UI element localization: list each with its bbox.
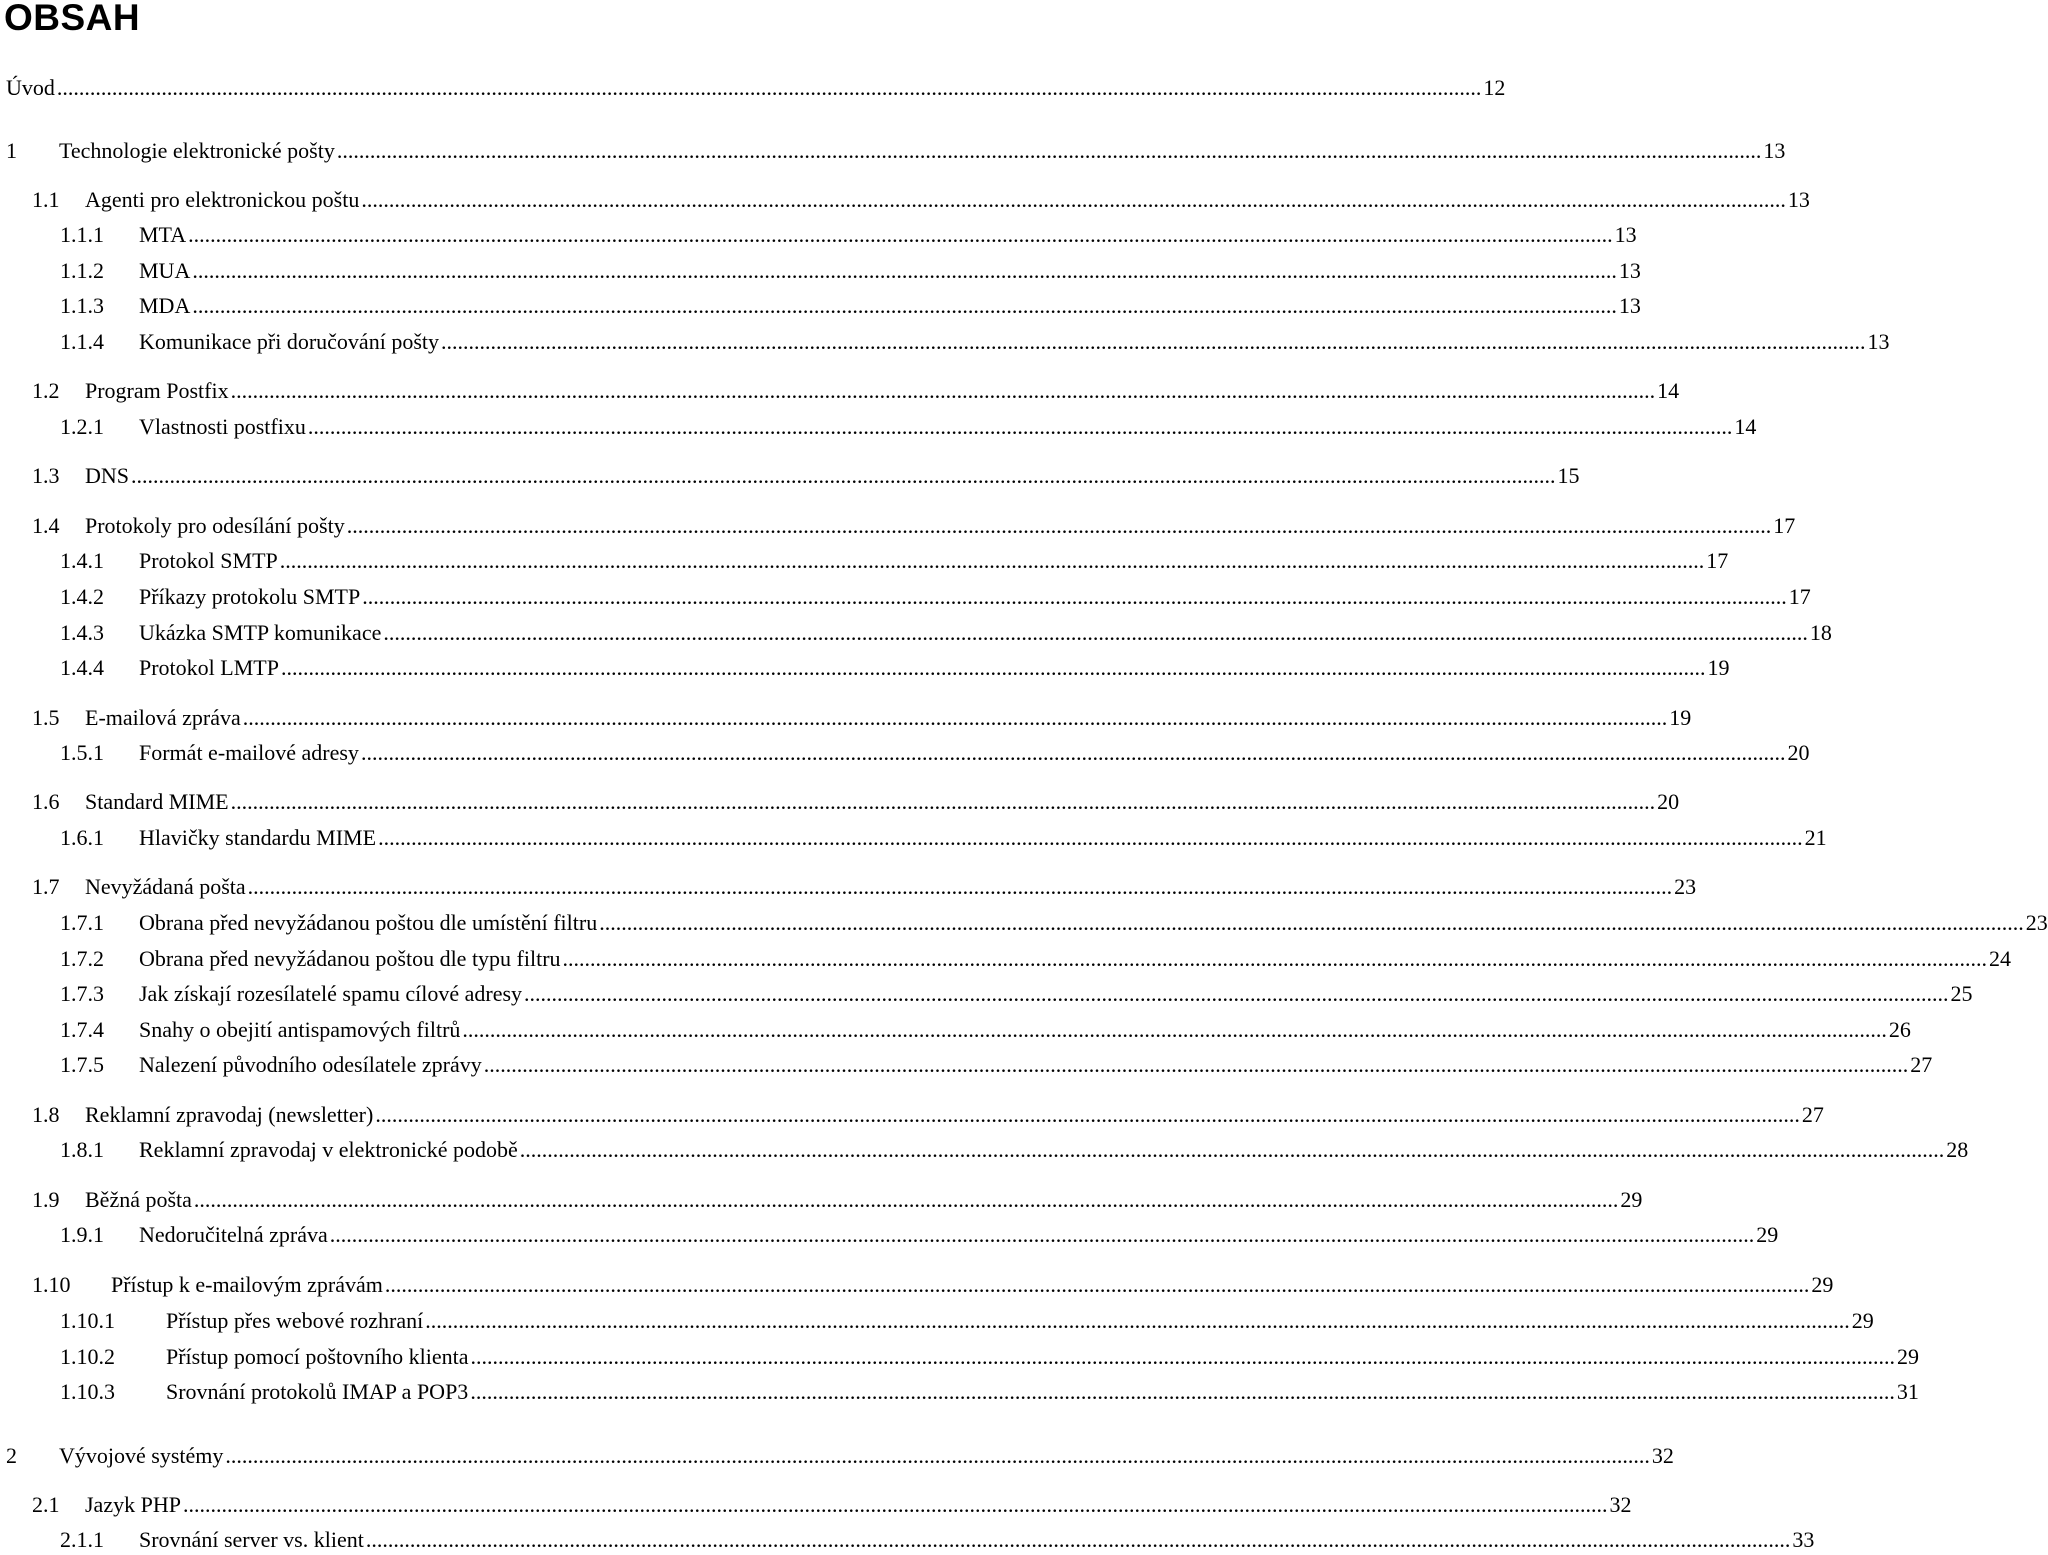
toc-entry-page: 25 <box>1950 981 1973 1006</box>
toc-entry-1-9-1[interactable] <box>60 1220 1779 1250</box>
toc-entry-title: Přístup pomocí poštovního klienta <box>166 1344 469 1369</box>
toc-entry-number: 1.1.3 <box>60 293 104 318</box>
toc-entry-number: 1.4 <box>32 513 60 538</box>
toc-entry-page: 13 <box>1618 258 1641 283</box>
toc-entry-title: Vývojové systémy <box>59 1443 224 1468</box>
toc-entry-page: 20 <box>1657 789 1680 814</box>
toc-entry-number: 2.1 <box>32 1492 60 1517</box>
toc-entry-title: Protokol LMTP <box>139 655 279 680</box>
toc-entry-1-4-3[interactable] <box>60 618 1832 648</box>
toc-entry-1-4[interactable] <box>32 511 1796 541</box>
toc-entry-1[interactable] <box>6 136 1786 166</box>
toc-entry-1-4-2[interactable] <box>60 582 1811 612</box>
toc-entry-number: 1.6.1 <box>60 825 104 850</box>
toc-leader-dots: ................................................................................................................................................................................................................................................................... <box>441 329 1866 354</box>
toc-entry-page: 13 <box>1787 187 1810 212</box>
toc-entry-2-1[interactable] <box>32 1490 1632 1520</box>
toc-entry-title: MTA <box>139 222 187 247</box>
toc-entry-page: 29 <box>1811 1272 1834 1297</box>
toc-leader-dots: ................................................................................................................................................................................................................................................................... <box>188 222 1613 247</box>
toc-entry-page: 23 <box>2025 910 2048 935</box>
toc-entry-page: 17 <box>1788 584 1811 609</box>
toc-entry-1-6-1[interactable] <box>60 823 1827 853</box>
toc-entry-title: Srovnání protokolů IMAP a POP3 <box>166 1379 469 1404</box>
toc-entry-1-1-4[interactable] <box>60 327 1890 357</box>
toc-entry-number: 1 <box>6 138 17 163</box>
toc-entry-1-6[interactable] <box>32 787 1680 817</box>
toc-entry-number: 1.7 <box>32 874 60 899</box>
toc-leader-dots: ................................................................................................................................................................................................................................................................... <box>280 655 1706 680</box>
toc-entry-1-8[interactable] <box>32 1100 1824 1130</box>
toc-entry-page: 14 <box>1734 414 1757 439</box>
toc-entry-title: Nevyžádaná pošta <box>85 874 246 899</box>
toc-entry-number: 1.5 <box>32 705 60 730</box>
toc-leader-dots: ................................................................................................................................................................................................................................................................... <box>384 1272 1810 1297</box>
toc-entry-title: Hlavičky standardu MIME <box>139 825 377 850</box>
toc-entry-1-3[interactable] <box>32 461 1580 491</box>
toc-entry-page: 19 <box>1669 705 1692 730</box>
toc-entry-title: E-mailová zpráva <box>85 705 241 730</box>
toc-entry-title: Srovnání server vs. klient <box>139 1527 364 1552</box>
toc-entry-number: 1.4.2 <box>60 584 104 609</box>
toc-entry-1-10-3[interactable] <box>60 1377 1919 1407</box>
toc-entry-number: 1.5.1 <box>60 740 104 765</box>
toc-entry-page: 27 <box>1910 1052 1933 1077</box>
toc-leader-dots: ................................................................................................................................................................................................................................................................... <box>230 378 1656 403</box>
toc-leader-dots: ................................................................................................................................................................................................................................................................... <box>336 138 1762 163</box>
toc-entry-number: 1.10.3 <box>60 1379 115 1404</box>
toc-entry-page: 29 <box>1897 1344 1919 1369</box>
toc-entry-page: 13 <box>1763 138 1786 163</box>
toc-leader-dots: ................................................................................................................................................................................................................................................................... <box>524 981 1949 1006</box>
toc-leader-dots: ................................................................................................................................................................................................................................................................... <box>462 1017 1887 1042</box>
toc-entry-title: Snahy o obejití antispamových filtrů <box>139 1017 461 1042</box>
toc-leader-dots: ................................................................................................................................................................................................................................................................... <box>519 1137 1945 1162</box>
toc-entry-2[interactable] <box>6 1441 1674 1471</box>
toc-entry-title: Ukázka SMTP komunikace <box>139 620 382 645</box>
toc-leader-dots: ................................................................................................................................................................................................................................................................... <box>365 1527 1791 1552</box>
toc-entry-1-5[interactable] <box>32 703 1692 733</box>
toc-entry-title: Reklamní zpravodaj v elektronické podobě <box>139 1137 518 1162</box>
toc-leader-dots: ................................................................................................................................................................................................................................................................... <box>360 740 1786 765</box>
toc-entry-number: 1.10.2 <box>60 1344 115 1369</box>
toc-entry-title: MDA <box>139 293 191 318</box>
toc-entry-number: 1.2 <box>32 378 60 403</box>
toc-entry-page: 33 <box>1792 1527 1815 1552</box>
toc-entry-1-2[interactable] <box>32 376 1680 406</box>
toc-entry-title: Agenti pro elektronickou poštu <box>85 187 360 212</box>
toc-entry-1-10-2[interactable] <box>60 1342 1919 1372</box>
toc-entry-1-1[interactable] <box>32 185 1810 215</box>
toc-leader-dots: ................................................................................................................................................................................................................................................................... <box>599 910 2024 935</box>
toc-entry-number: 1.6 <box>32 789 60 814</box>
toc-entry-number: 1.7.2 <box>60 946 104 971</box>
toc-entry-title: Příkazy protokolu SMTP <box>139 584 361 609</box>
toc-entry-1-9[interactable] <box>32 1185 1643 1215</box>
toc-entry-page: 29 <box>1756 1222 1779 1247</box>
toc-entry-1-1-2[interactable] <box>60 256 1641 286</box>
toc-entry-page: 20 <box>1787 740 1810 765</box>
toc-entry-1-7[interactable] <box>32 872 1697 902</box>
toc-leader-dots: ................................................................................................................................................................................................................................................................... <box>329 1222 1755 1247</box>
toc-entry-page: 24 <box>1989 946 2012 971</box>
toc-leader-dots: ................................................................................................................................................................................................................................................................... <box>307 414 1733 439</box>
toc-leader-dots: ................................................................................................................................................................................................................................................................... <box>346 513 1772 538</box>
toc-leader-dots: ................................................................................................................................................................................................................................................................... <box>182 1492 1608 1517</box>
toc-entry-number: 1.7.3 <box>60 981 104 1006</box>
toc-entry-title: Obrana před nevyžádanou poštou dle typu filtru <box>139 946 561 971</box>
toc-entry-1-10-1[interactable] <box>60 1306 1874 1336</box>
toc-leader-dots: ................................................................................................................................................................................................................................................................... <box>470 1344 1895 1369</box>
toc-leader-dots: ................................................................................................................................................................................................................................................................... <box>131 463 1556 488</box>
toc-leader-dots: ................................................................................................................................................................................................................................................................... <box>242 705 1668 730</box>
toc-entry-number: 1.8.1 <box>60 1137 104 1162</box>
toc-entry-page: 28 <box>1946 1137 1969 1162</box>
toc-entry-number: 1.9 <box>32 1187 60 1212</box>
toc-entry-title: Protokoly pro odesílání pošty <box>85 513 345 538</box>
toc-entry-1-7-1[interactable] <box>60 908 2048 938</box>
toc-entry-1-10[interactable] <box>32 1270 1834 1300</box>
toc-leader-dots: ................................................................................................................................................................................................................................................................... <box>470 1379 1895 1404</box>
toc-entry-title: DNS <box>85 463 130 488</box>
toc-entry-title: Přístup k e-mailovým zprávám <box>111 1272 383 1297</box>
toc-entry-1-7-5[interactable] <box>60 1050 1933 1080</box>
toc-entry-1-1-3[interactable] <box>60 291 1641 321</box>
toc-entry-number: 1.7.4 <box>60 1017 104 1042</box>
toc-entry-title: Komunikace při doručování pošty <box>139 329 439 354</box>
toc-entry-number: 1.2.1 <box>60 414 104 439</box>
toc-entry-title: Jak získají rozesílatelé spamu cílové adresy <box>139 981 523 1006</box>
toc-entry-page: 18 <box>1809 620 1832 645</box>
toc-entry-1-2-1[interactable] <box>60 412 1757 442</box>
toc-leader-dots: ................................................................................................................................................................................................................................................................... <box>562 946 1988 971</box>
toc-leader-dots: ................................................................................................................................................................................................................................................................... <box>279 548 1705 573</box>
toc-entry-1-7-4[interactable] <box>60 1015 1911 1045</box>
toc-entry-page: 32 <box>1651 1443 1674 1468</box>
toc-entry-title: Formát e-mailové adresy <box>139 740 359 765</box>
toc-entry-page: 23 <box>1674 874 1697 899</box>
toc-entry-uvod[interactable] <box>6 73 1506 103</box>
toc-entry-title: Jazyk PHP <box>85 1492 181 1517</box>
toc-leader-dots: ................................................................................................................................................................................................................................................................... <box>192 293 1617 318</box>
toc-entry-title: Reklamní zpravodaj (newsletter) <box>85 1102 374 1127</box>
toc-entry-1-4-1[interactable] <box>60 546 1729 576</box>
toc-entry-page: 12 <box>1483 75 1506 100</box>
toc-entry-number: 1.1.2 <box>60 258 104 283</box>
toc-leader-dots: ................................................................................................................................................................................................................................................................... <box>425 1308 1850 1333</box>
toc-entry-title: Nalezení původního odesílatele zprávy <box>139 1052 482 1077</box>
toc-entry-number: 2.1.1 <box>60 1527 104 1552</box>
toc-entry-title: MUA <box>139 258 191 283</box>
toc-entry-1-8-1[interactable] <box>60 1135 1969 1165</box>
toc-entry-title: Program Postfix <box>85 378 229 403</box>
toc-entry-title: Přístup přes webové rozhraní <box>166 1308 424 1333</box>
toc-entry-1-4-4[interactable] <box>60 653 1730 683</box>
toc-entry-page: 21 <box>1804 825 1827 850</box>
toc-entry-title: Běžná pošta <box>85 1187 192 1212</box>
toc-entry-number: 1.10 <box>32 1272 71 1297</box>
toc-entry-page: 13 <box>1867 329 1890 354</box>
toc-entry-page: 26 <box>1888 1017 1911 1042</box>
page-title: OBSAH <box>4 0 141 38</box>
toc-entry-page: 29 <box>1620 1187 1643 1212</box>
toc-entry-page: 17 <box>1706 548 1729 573</box>
toc-entry-title: Vlastnosti postfixu <box>139 414 306 439</box>
toc-entry-title: Standard MIME <box>85 789 229 814</box>
toc-leader-dots: ................................................................................................................................................................................................................................................................... <box>361 187 1786 212</box>
toc-entry-number: 1.9.1 <box>60 1222 104 1247</box>
toc-entry-1-7-3[interactable] <box>60 979 1973 1009</box>
toc-entry-page: 13 <box>1618 293 1641 318</box>
toc-entry-title: Protokol SMTP <box>139 548 278 573</box>
toc-leader-dots: ................................................................................................................................................................................................................................................................... <box>483 1052 1909 1077</box>
toc-entry-page: 32 <box>1609 1492 1632 1517</box>
toc-entry-2-1-1[interactable] <box>60 1525 1815 1555</box>
toc-entry-number: 1.10.1 <box>60 1308 115 1333</box>
toc-entry-number: 1.1.4 <box>60 329 104 354</box>
toc-entry-number: 2 <box>6 1443 17 1468</box>
toc-leader-dots: ................................................................................................................................................................................................................................................................... <box>378 825 1803 850</box>
toc-leader-dots: ................................................................................................................................................................................................................................................................... <box>225 1443 1650 1468</box>
toc-entry-page: 13 <box>1614 222 1637 247</box>
toc-entry-page: 15 <box>1557 463 1580 488</box>
toc-leader-dots: ................................................................................................................................................................................................................................................................... <box>247 874 1673 899</box>
toc-entry-number: 1.1 <box>32 187 60 212</box>
toc-leader-dots: ................................................................................................................................................................................................................................................................... <box>383 620 1808 645</box>
toc-entry-number: 1.4.1 <box>60 548 104 573</box>
toc-leader-dots: ................................................................................................................................................................................................................................................................... <box>362 584 1787 609</box>
toc-entry-page: 17 <box>1773 513 1796 538</box>
toc-entry-title: Obrana před nevyžádanou poštou dle umístění filtru <box>139 910 598 935</box>
toc-entry-title: Technologie elektronické pošty <box>59 138 335 163</box>
toc-leader-dots: ................................................................................................................................................................................................................................................................... <box>193 1187 1619 1212</box>
toc-entry-number: 1.7.5 <box>60 1052 104 1077</box>
toc-entry-1-7-2[interactable] <box>60 944 2012 974</box>
toc-entry-title: Nedoručitelná zpráva <box>139 1222 328 1247</box>
toc-entry-page: 27 <box>1801 1102 1824 1127</box>
toc-entry-number: 1.7.1 <box>60 910 104 935</box>
toc-entry-title: Úvod <box>6 75 55 100</box>
toc-entry-number: 1.1.1 <box>60 222 104 247</box>
toc-entry-1-1-1[interactable] <box>60 220 1637 250</box>
toc-entry-number: 1.8 <box>32 1102 60 1127</box>
toc-leader-dots: ................................................................................................................................................................................................................................................................... <box>230 789 1656 814</box>
toc-entry-number: 1.4.3 <box>60 620 104 645</box>
toc-leader-dots: ................................................................................................................................................................................................................................................................... <box>375 1102 1800 1127</box>
toc-entry-page: 19 <box>1707 655 1730 680</box>
toc-entry-page: 14 <box>1657 378 1680 403</box>
toc-entry-page: 31 <box>1896 1379 1919 1404</box>
toc-entry-page: 29 <box>1851 1308 1874 1333</box>
toc-entry-number: 1.3 <box>32 463 60 488</box>
toc-entry-1-5-1[interactable] <box>60 738 1810 768</box>
toc-leader-dots: ................................................................................................................................................................................................................................................................... <box>192 258 1617 283</box>
toc-leader-dots: ................................................................................................................................................................................................................................................................... <box>56 75 1482 100</box>
toc-entry-number: 1.4.4 <box>60 655 104 680</box>
